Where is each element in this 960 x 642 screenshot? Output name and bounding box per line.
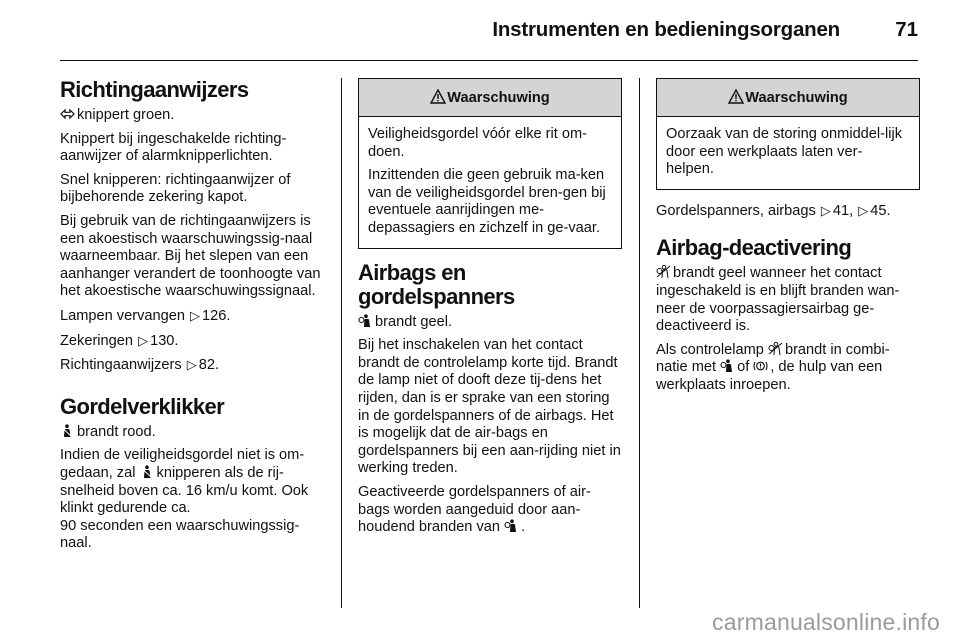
warning-header: Waarschuwing <box>359 79 621 117</box>
page-reference-icon: ▷ <box>138 332 149 348</box>
warning-triangle-icon <box>728 81 744 96</box>
warning-header: Waarschuwing <box>657 79 919 117</box>
paragraph: Bij gebruik van de richtingaanwijzers is een akoestisch waarschuwingssig-naal waarneembaar. Bij het slepen van een aanhanger verandert de toonhoogte van het akoestische waarschuwingssignaal. <box>60 212 321 300</box>
paragraph: Knippert bij ingeschakelde richting-aanwijzer of alarmknipperlichten. <box>60 130 287 165</box>
airbag-seatbelt-icon <box>358 314 373 328</box>
paragraph-link[interactable]: Gordelspanners, airbags ▷ 41, ▷ 45. <box>656 202 891 219</box>
paragraph: brandt geel. <box>358 314 622 332</box>
page-reference-icon: ▷ <box>190 307 201 323</box>
paragraph: brandt geel wanneer het contact ingeschakeld is en blijft branden wan-neer de voorpassagiersairbag ge-deactiveerd is. <box>656 265 900 335</box>
watermark: carmanualsonline.info <box>712 609 940 635</box>
airbag-off-icon <box>768 342 783 356</box>
seatbelt-icon <box>60 424 75 438</box>
section-title-airbag-deactivering: Airbag-deactivering <box>656 235 852 261</box>
page-header <box>60 0 918 61</box>
paragraph: Snel knipperen: richtingaanwijzer of bijbehorende zekering kapot. <box>60 171 291 206</box>
paragraph: Bij het inschakelen van het contact brandt de controlelamp korte tijd. Brandt de lamp niet of dooft deze tij-dens het rijden, dan is er sprake van een storing in de gordelspanners of de airbags. Het is mogelijk dat de air-bags en gordelspanners bij een aan-rijding niet in werking treden. <box>358 337 621 477</box>
seatbelt-icon <box>140 465 155 479</box>
page-number: 71 <box>895 18 918 41</box>
paragraph: Indien de veiligheidsgordel niet is om-gedaan, zal knipperen als de rij-snelheid boven ca. 16 km/u komt. Ook klinkt gedurende ca. 90 seconden een waarschuwingssig-naal. <box>60 447 309 552</box>
warning-triangle-icon <box>430 81 446 96</box>
section-title-airbags: Airbags en gordelspanners <box>358 259 515 309</box>
warning-box <box>656 78 920 190</box>
paragraph-link[interactable]: Lampen vervangen ▷ 126. <box>60 307 231 324</box>
paragraph-link[interactable]: Zekeringen ▷ 130. <box>60 332 179 349</box>
column-divider <box>341 78 342 608</box>
page-reference-icon: ▷ <box>820 202 831 218</box>
page-reference-icon: ▷ <box>186 357 197 373</box>
column-3 <box>656 78 920 401</box>
page-reference-icon: ▷ <box>858 202 869 218</box>
paragraph: Als controlelamp brandt in combi-natie met of , de hulp van een werkplaats inroepen. <box>656 341 890 393</box>
header-title: Instrumenten en bedieningsorganen <box>492 18 840 41</box>
warning-box <box>358 78 622 249</box>
paragraph: knippert groen. <box>60 107 326 125</box>
paragraph-link[interactable]: Richtingaanwijzers ▷ 82. <box>60 357 220 374</box>
column-2 <box>358 78 622 543</box>
paragraph: Geactiveerde gordelspanners of air-bags worden aangeduid door aan-houdend branden van . <box>358 483 591 536</box>
section-title-gordelverklikker: Gordelverklikker <box>60 393 225 419</box>
epb-warning-icon <box>753 359 768 373</box>
column-1 <box>60 78 326 559</box>
airbag-seatbelt-icon <box>504 519 519 533</box>
warning-text: Inzittenden die geen gebruik ma-ken van de veiligheidsgordel bren-gen bij eventuele aanrijdingen me-depassagiers en zichzelf in ge-vaar. <box>368 167 606 236</box>
turn-signal-icon <box>60 107 75 121</box>
section-title-richtingaanwijzers: Richtingaanwijzers <box>60 77 249 102</box>
airbag-seatbelt-icon <box>720 359 735 373</box>
warning-text: Veiligheidsgordel vóór elke rit om-doen. <box>368 126 588 160</box>
airbag-off-icon <box>656 265 671 279</box>
paragraph: brandt rood. <box>60 424 326 442</box>
column-divider <box>639 78 640 608</box>
warning-text: Oorzaak van de storing onmiddel-lijk door een werkplaats laten ver-helpen. <box>666 126 903 178</box>
